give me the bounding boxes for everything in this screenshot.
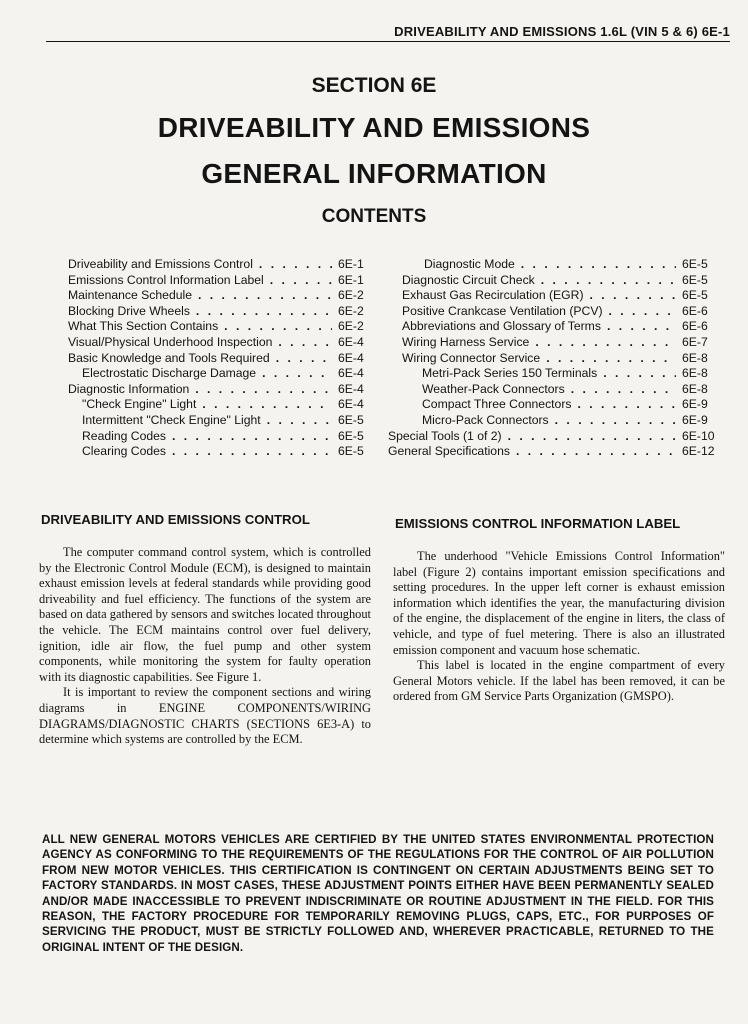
section-heading-driveability: DRIVEABILITY AND EMISSIONS CONTROL [41,512,310,527]
toc-dot-leader [196,304,332,320]
toc-entry [68,335,372,351]
toc-entry-page: 6E-1 [338,272,364,287]
toc-entry [68,351,372,367]
toc-dot-leader [516,444,676,460]
toc-dot-leader [172,429,332,445]
toc-entry [68,429,372,445]
paragraph: This label is located in the engine compartment of every General Motors vehicle. If the label has been removed, it can be ordered from GM Service Parts Organization (GMSPO). [393,658,725,704]
toc-right-column [388,257,716,460]
toc-entry-page: 6E-4 [338,397,364,412]
toc-entry [388,288,716,304]
toc-entry-page: 6E-10 [682,428,715,443]
toc-dot-leader [195,382,332,398]
toc-entry-label: Special Tools (1 of 2) [388,428,502,443]
toc-dot-leader [590,288,676,304]
toc-dot-leader [259,257,332,273]
toc-dot-leader [276,351,332,367]
toc-left-column [68,257,372,460]
toc-entry-page: 6E-4 [338,350,364,365]
toc-entry-label: Maintenance Schedule [68,288,192,303]
paragraph: The computer command control system, which is controlled by the Electronic Control Module (ECM), is designed to maintain exhaust emission levels at federal standards while providing good driveability and fuel efficiency. The functions of the system are based on data gathered by sensors and switches located throughout the vehicle. The ECM maintains control over fuel delivery, ignition, idle air flow, the fuel pump and other system components, while monitoring the system for faulty operation with its diagnostic capabilities. See Figure 1. [39,545,371,684]
toc-dot-leader [607,319,676,335]
toc-dot-leader [571,382,676,398]
toc-entry [388,351,716,367]
toc-entry-page: 6E-8 [682,350,708,365]
toc-dot-leader [508,429,676,445]
toc-entry-page: 6E-1 [338,257,364,271]
section-number: SECTION 6E [311,74,437,97]
toc-entry-page: 6E-6 [682,319,708,334]
toc-entry-label: Diagnostic Mode [424,257,515,271]
toc-entry-label: Diagnostic Information [68,381,190,396]
toc-entry [68,288,372,304]
toc-entry-page: 6E-5 [682,288,708,303]
toc-entry-label: Positive Crankcase Ventilation (PCV) [402,303,603,318]
title-line-1: DRIVEABILITY AND EMISSIONS [157,112,591,143]
toc-entry-page: 6E-8 [682,381,708,396]
toc-entry-label: Electrostatic Discharge Damage [82,366,257,381]
contents-heading: CONTENTS [321,206,427,227]
label-body [393,549,725,705]
title-line-2: GENERAL INFORMATION [201,158,547,189]
toc-entry [388,257,716,273]
toc-entry-label: Emissions Control Information Label [68,272,264,287]
toc-entry-label: Basic Knowledge and Tools Required [68,350,270,365]
toc-dot-leader [262,366,332,382]
toc-dot-leader [198,288,332,304]
toc-entry-page: 6E-4 [338,334,364,349]
toc-entry-label: Wiring Harness Service [402,334,530,349]
toc-entry-label: Abbreviations and Glossary of Terms [402,319,601,334]
toc-entry-page: 6E-2 [338,303,364,318]
driveability-body [39,545,371,748]
toc-entry-label: Reading Codes [82,428,167,443]
toc-entry [68,444,372,460]
toc-entry-page: 6E-2 [338,319,364,334]
toc-entry-label: Diagnostic Circuit Check [402,272,535,287]
toc-entry [68,397,372,413]
toc-entry-label: What This Section Contains [68,319,219,334]
toc-entry-page: 6E-12 [682,444,715,459]
toc-entry [68,366,372,382]
running-header: DRIVEABILITY AND EMISSIONS 1.6L (VIN 5 & 6) 6E-1 [46,24,730,42]
toc-entry-label: Intermittent "Check Engine" Light [82,412,261,427]
toc-dot-leader [541,273,676,289]
epa-certification-notice: ALL NEW GENERAL MOTORS VEHICLES ARE CERTIFIED BY THE UNITED STATES ENVIRONMENTAL PROTECTION AGENCY AS CONFORMING TO THE REQUIREMENTS OF THE REGULATIONS FOR THE CONTROL OF AIR POLLUTION FROM NEW MOTOR VEHICLES. THIS CERTIFICATION IS CONTINGENT ON CERTAIN ADJUSTMENTS BEING SET TO FACTORY STANDARDS. IN MOST CASES, THESE ADJUSTMENT POINTS EITHER HAVE BEEN PERMANENTLY SEALED AND/OR MADE INACCESSIBLE TO PREVENT INDISCRIMINATE OR ROUTINE ADJUSTMENT IN THE FIELD. FOR THIS REASON, THE FACTORY PROCEDURE FOR TEMPORARILY REMOVING PLUGS, CAPS, ETC., FOR PURPOSES OF SERVICING THE PRODUCT, MUST BE STRICTLY FOLLOWED AND, WHEREVER PRACTICABLE, RETURNED TO THE ORIGINAL INTENT OF THE DESIGN. [42,833,714,954]
toc-entry-page: 6E-5 [338,428,364,443]
toc-dot-leader [577,397,676,413]
toc-entry [388,397,716,413]
toc-dot-leader [267,413,332,429]
toc-dot-leader [172,444,332,460]
toc-entry [388,413,716,429]
toc-entry-label: General Specifications [388,444,510,459]
toc-dot-leader [521,257,676,273]
toc-entry-page: 6E-6 [682,303,708,318]
toc-entry [68,273,372,289]
paragraph: The underhood "Vehicle Emissions Control Information" label (Figure 2) contains important emission specifications and setting procedures. In the upper left corner is exhaust emission information which identifies the year, the manufacturing division of the engine, the displacement of the engine in liters, the class of vehicle, and type of fuel metering. There is also an illustrated emission component and vacuum hose schematic. [393,549,725,657]
toc-dot-leader [224,319,332,335]
toc-dot-leader [555,413,676,429]
toc-entry-label: Blocking Drive Wheels [68,303,190,318]
toc-entry-label: Weather-Pack Connectors [422,381,565,396]
toc-entry [388,429,716,445]
toc-entry [68,382,372,398]
toc-entry-label: Micro-Pack Connectors [422,412,549,427]
toc-entry-page: 6E-9 [682,397,708,412]
toc-entry-page: 6E-5 [338,412,364,427]
toc-entry [68,319,372,335]
section-heading-label: EMISSIONS CONTROL INFORMATION LABEL [395,516,681,531]
toc-entry-page: 6E-4 [338,381,364,396]
toc-entry-label: Exhaust Gas Recirculation (EGR) [402,288,584,303]
toc-entry [388,304,716,320]
toc-entry-page: 6E-8 [682,366,708,381]
toc-entry-label: Metri-Pack Series 150 Terminals [422,366,598,381]
toc-entry-label: Compact Three Connectors [422,397,572,412]
toc-dot-leader [609,304,676,320]
toc-dot-leader [546,351,676,367]
toc-entry-page: 6E-5 [338,444,364,459]
toc-entry [68,304,372,320]
toc-entry-label: Wiring Connector Service [402,350,541,365]
toc-entry [388,273,716,289]
toc-entry-label: Visual/Physical Underhood Inspection [68,334,273,349]
toc-entry-page: 6E-5 [682,272,708,287]
toc-entry-label: "Check Engine" Light [82,397,197,412]
toc-entry-page: 6E-5 [682,257,708,271]
toc-dot-leader [278,335,332,351]
toc-entry-page: 6E-9 [682,412,708,427]
toc-entry-label: Clearing Codes [82,444,167,459]
toc-dot-leader [202,397,332,413]
toc-entry-page: 6E-4 [338,366,364,381]
toc-dot-leader [270,273,332,289]
toc-dot-leader [535,335,676,351]
toc-entry [388,335,716,351]
toc-entry [68,257,372,273]
toc-entry [388,444,716,460]
toc-entry-page: 6E-2 [338,288,364,303]
toc-entry-label: Driveability and Emissions Control [68,257,253,271]
toc-entry [388,382,716,398]
toc-entry-page: 6E-7 [682,334,708,349]
paragraph: It is important to review the component sections and wiring diagrams in ENGINE COMPONENTS/WIRING DIAGRAMS/DIAGNOSTIC CHARTS (SECTIONS 6E3-A) to determine which systems are controlled by the ECM. [39,685,371,747]
toc-entry [388,319,716,335]
toc-dot-leader [603,366,676,382]
toc-entry [68,413,372,429]
toc-entry [388,366,716,382]
